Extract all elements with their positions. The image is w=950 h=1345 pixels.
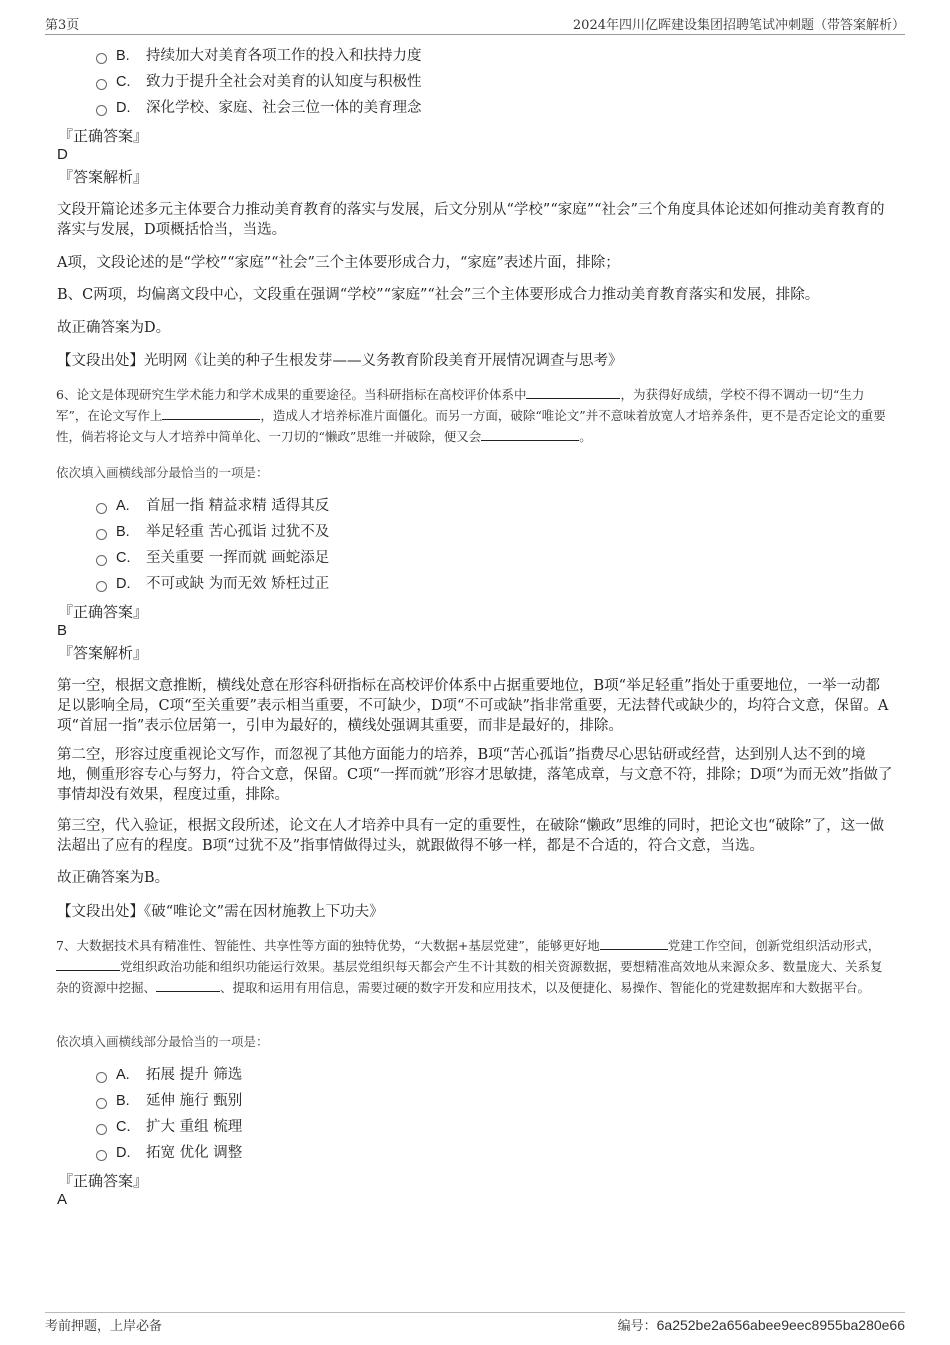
stem-text: 党组织政治功能和组织功能运行效果。基层党组织每天都会产生不计其数的相关资源数据，要想精准高效地从来源众多、数量庞大、关系复杂的资源中挖掘、 xyxy=(56,959,883,995)
analysis-conclusion: 故正确答案为D。 xyxy=(57,320,171,336)
radio-icon[interactable] xyxy=(96,1072,107,1083)
option-c[interactable] xyxy=(96,548,329,568)
option-key: D. xyxy=(116,100,131,116)
correct-answer-label: 『正确答案』 xyxy=(58,603,149,621)
analysis-paragraph: B、C两项，均偏离文段中心，文段重在强调“学校”“家庭”“社会”三个主体要形成合力推动美育教育落实和发展，排除。 xyxy=(57,287,820,303)
correct-answer-label: 『正确答案』 xyxy=(58,127,149,145)
analysis-paragraph: 第一空，根据文意推断，横线处意在形容科研指标在高校评价体系中占据重要地位，B项“举足轻重”指处于重要地位，一举一动都足以影响全局，C项“至关重要”表示相当重要，不可缺少，D项“不可或缺”指非常重要，无法替代或缺少的，均符合文意，保留。A项“首屈一指”表示位居第一，引申为最好的，横线处强调其重要，而非是最好的，排除。 xyxy=(57,678,889,734)
option-text: 首屈一指 精益求精 适得其反 xyxy=(146,498,330,514)
stem-text: ，为获得好成绩，学校不得不调动一切“生力军”，在论文写作上 xyxy=(56,387,865,423)
option-d[interactable] xyxy=(96,574,329,594)
radio-icon[interactable] xyxy=(96,105,107,116)
option-key: A. xyxy=(116,498,130,514)
option-text: 持续加大对美育各项工作的投入和扶持力度 xyxy=(146,48,422,64)
stem-text: ，造成人才培养标准片面僵化。而另一方面，破除“唯论文”并不意味着放宽人才培养条件，更不是否定论文的重要性，倘若将论文与人才培养中简单化、一刀切的“懒政”思维一并破除，便又会 xyxy=(56,408,886,444)
option-b[interactable] xyxy=(96,46,422,66)
fill-blank xyxy=(162,407,260,420)
question-stem xyxy=(56,384,894,447)
analysis-paragraph: 文段开篇论述多元主体要合力推动美育教育的落实与发展，后文分别从“学校”“家庭”“社会”三个角度具体论述如何推动美育教育的落实与发展，D项概括恰当，当选。 xyxy=(57,202,885,238)
fill-blank xyxy=(156,979,220,992)
option-text: 举足轻重 苦心孤诣 过犹不及 xyxy=(146,524,330,540)
option-text: 致力于提升全社会对美育的认知度与积极性 xyxy=(146,74,422,90)
option-b[interactable] xyxy=(96,1091,242,1111)
code-value: 6a252be2a656abee9eec8955ba280e66 xyxy=(656,1317,905,1333)
fill-blank xyxy=(56,958,120,971)
question-stem xyxy=(56,935,894,998)
option-a[interactable] xyxy=(96,496,329,516)
option-c[interactable] xyxy=(96,72,422,92)
analysis-label: 『答案解析』 xyxy=(58,644,149,662)
page-number: 第3页 xyxy=(45,18,80,33)
radio-icon[interactable] xyxy=(96,555,107,566)
radio-icon[interactable] xyxy=(96,503,107,514)
radio-icon[interactable] xyxy=(96,581,107,592)
radio-icon[interactable] xyxy=(96,1150,107,1161)
option-text: 至关重要 一挥而就 画蛇添足 xyxy=(146,550,330,566)
option-text: 不可或缺 为而无效 矫枉过正 xyxy=(146,576,330,592)
fill-blank xyxy=(526,386,620,399)
question-prompt: 依次填入画横线部分最恰当的一项是： xyxy=(56,1034,269,1049)
analysis-paragraph: A项，文段论述的是“学校”“家庭”“社会”三个主体要形成合力，“家庭”表述片面，排除； xyxy=(57,255,620,271)
option-text: 拓展 提升 筛选 xyxy=(146,1067,243,1083)
option-text: 扩大 重组 梳理 xyxy=(146,1119,243,1135)
radio-icon[interactable] xyxy=(96,1098,107,1109)
option-key: B. xyxy=(116,48,130,64)
source-citation: 【文段出处】光明网《让美的种子生根发芽——义务教育阶段美育开展情况调查与思考》 xyxy=(57,353,623,369)
document-code xyxy=(618,1315,905,1334)
fill-blank xyxy=(600,937,668,950)
analysis-paragraph: 第三空，代入验证，根据文段所述，论文在人才培养中具有一定的重要性，在破除“懒政”思维的同时，把论文也“破除”了，这一做法超出了应有的程度。B项“过犹不及”指事情做得过头，就跟做得不够一样，都是不合适的，符合文意，当选。 xyxy=(57,818,885,854)
option-b[interactable] xyxy=(96,522,329,542)
page-footer xyxy=(45,1312,905,1335)
correct-answer: A xyxy=(57,1191,68,1208)
option-key: B. xyxy=(116,524,130,540)
option-key: D. xyxy=(116,1145,131,1161)
stem-text: 党建工作空间，创新党组织活动形式， xyxy=(667,938,881,953)
correct-answer: B xyxy=(57,622,68,639)
option-key: C. xyxy=(116,1119,131,1135)
option-c[interactable] xyxy=(96,1117,242,1137)
option-key: A. xyxy=(116,1067,130,1083)
option-text: 延伸 施行 甄别 xyxy=(146,1093,243,1109)
radio-icon[interactable] xyxy=(96,1124,107,1135)
option-key: C. xyxy=(116,74,131,90)
radio-icon[interactable] xyxy=(96,529,107,540)
document-title: 2024年四川亿晖建设集团招聘笔试冲刺题（带答案解析） xyxy=(572,18,905,33)
analysis-conclusion: 故正确答案为B。 xyxy=(57,870,170,886)
stem-text: 。 xyxy=(579,429,592,444)
question-prompt: 依次填入画横线部分最恰当的一项是： xyxy=(56,465,269,480)
footer-slogan: 考前押题，上岸必备 xyxy=(45,1319,163,1334)
option-a[interactable] xyxy=(96,1065,242,1085)
analysis-paragraph: 第二空，形容过度重视论文写作，而忽视了其他方面能力的培养，B项“苦心孤诣”指费尽心思钻研或经营，达到别人达不到的境地，侧重形容专心与努力，符合文意，保留。C项“一挥而就”形容才思敏捷，落笔成章，与文意不符，排除；D项“为而无效”指做了事情却没有效果，程度过重，排除。 xyxy=(57,747,893,803)
option-key: C. xyxy=(116,550,131,566)
stem-text: 、提取和运用有用信息，需要过硬的数字开发和应用技术，以及便捷化、易操作、智能化的党建数据库和大数据平台。 xyxy=(220,980,871,995)
option-key: D. xyxy=(116,576,131,592)
page-header xyxy=(45,14,905,35)
fill-blank xyxy=(481,428,579,441)
correct-answer-label: 『正确答案』 xyxy=(58,1172,149,1190)
option-text: 拓宽 优化 调整 xyxy=(146,1145,243,1161)
option-key: B. xyxy=(116,1093,130,1109)
option-d[interactable] xyxy=(96,98,422,118)
analysis-label: 『答案解析』 xyxy=(58,168,149,186)
radio-icon[interactable] xyxy=(96,53,107,64)
source-citation: 【文段出处】《破“唯论文”需在因材施教上下功夫》 xyxy=(57,904,384,920)
correct-answer: D xyxy=(57,146,68,163)
stem-text: 7、大数据技术具有精准性、智能性、共享性等方面的独特优势，“大数据+基层党建”，能够更好地 xyxy=(56,938,600,953)
radio-icon[interactable] xyxy=(96,79,107,90)
stem-text: 6、论文是体现研究生学术能力和学术成果的重要途径。当科研指标在高校评价体系中 xyxy=(56,387,527,402)
code-label: 编号： xyxy=(617,1319,657,1334)
option-text: 深化学校、家庭、社会三位一体的美育理念 xyxy=(146,100,422,116)
option-d[interactable] xyxy=(96,1143,242,1163)
